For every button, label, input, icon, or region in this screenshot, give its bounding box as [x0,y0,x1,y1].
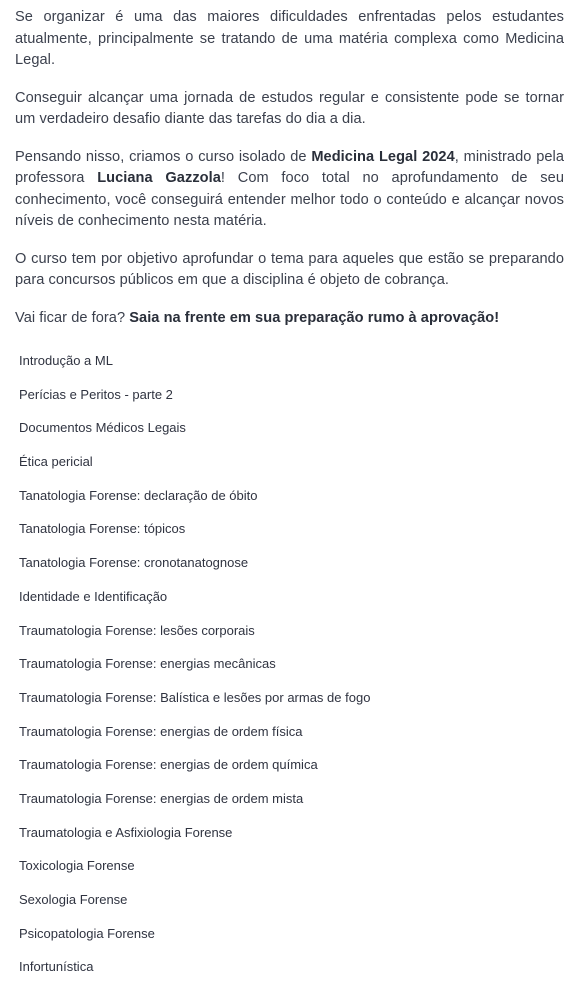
intro-paragraph-5 [15,308,564,330]
intro-paragraph-3-text-1: Pensando nisso, criamos o curso isolado de [15,148,312,165]
course-name: Medicina Legal 2024 [311,148,455,165]
intro-paragraph-3-text-2: , ministrado pela professora [15,148,564,186]
topic-item: Psicopatologia Forense [19,925,155,941]
topic-item: Introdução a ML [19,353,113,368]
topic-item: Traumatologia Forense: Balística e lesões por armas de fogo [19,689,371,705]
topic-item: Traumatologia e Asfixiologia Forense [19,824,233,840]
call-to-action: Saia na frente em sua preparação rumo à aprovação! [129,309,500,326]
intro-paragraph-4: O curso tem por objetivo aprofundar o tema para aqueles que estão se preparando para concursos públicos em que a disciplina é objeto de cobrança. [15,250,564,288]
teacher-name: Luciana Gazzola [97,170,221,186]
topic-item: Traumatologia Forense: energias de ordem química [19,757,318,773]
topic-item: Infortunística [19,959,94,975]
intro-paragraph-2: Conseguir alcançar uma jornada de estudos regular e consistente pode se tornar um verdadeiro desafio diante das tarefas do dia a dia. [15,89,564,127]
intro-paragraph-5-question: Vai ficar de fora? [15,309,130,326]
intro-paragraph-3 [15,147,564,233]
course-description [15,7,564,345]
intro-paragraph-1: Se organizar é uma das maiores dificuldades enfrentadas pelos estudantes atualmente, principalmente se tratando de uma matéria complexa como Medicina Legal. [15,9,564,68]
topic-item: Documentos Médicos Legais [19,420,186,436]
topic-item: Identidade e Identificação [19,588,168,604]
topic-item: Traumatologia Forense: energias de ordem física [19,723,303,739]
topic-item: Traumatologia Forense: lesões corporais [19,622,255,638]
topic-item: Toxicologia Forense [19,858,135,874]
topic-item: Perícias e Peritos - parte 2 [19,386,173,402]
topic-item: Traumatologia Forense: energias de ordem mista [19,790,304,806]
topic-item: Sexologia Forense [19,892,128,907]
topic-item: Ética pericial [19,454,93,470]
topic-item: Tanatologia Forense: cronotanatognose [19,555,249,571]
topic-item: Traumatologia Forense: energias mecânicas [19,656,276,672]
topic-list [19,349,559,989]
intro-paragraph-3-text-3: ! Com foco total no aprofundamento de seu conhecimento, você conseguirá entender melhor todo o conteúdo e alcançar novos níveis de conhecimento nesta matéria. [15,170,564,229]
topic-item: Tanatologia Forense: declaração de óbito [19,487,258,503]
topic-item: Tanatologia Forense: tópicos [19,521,186,537]
